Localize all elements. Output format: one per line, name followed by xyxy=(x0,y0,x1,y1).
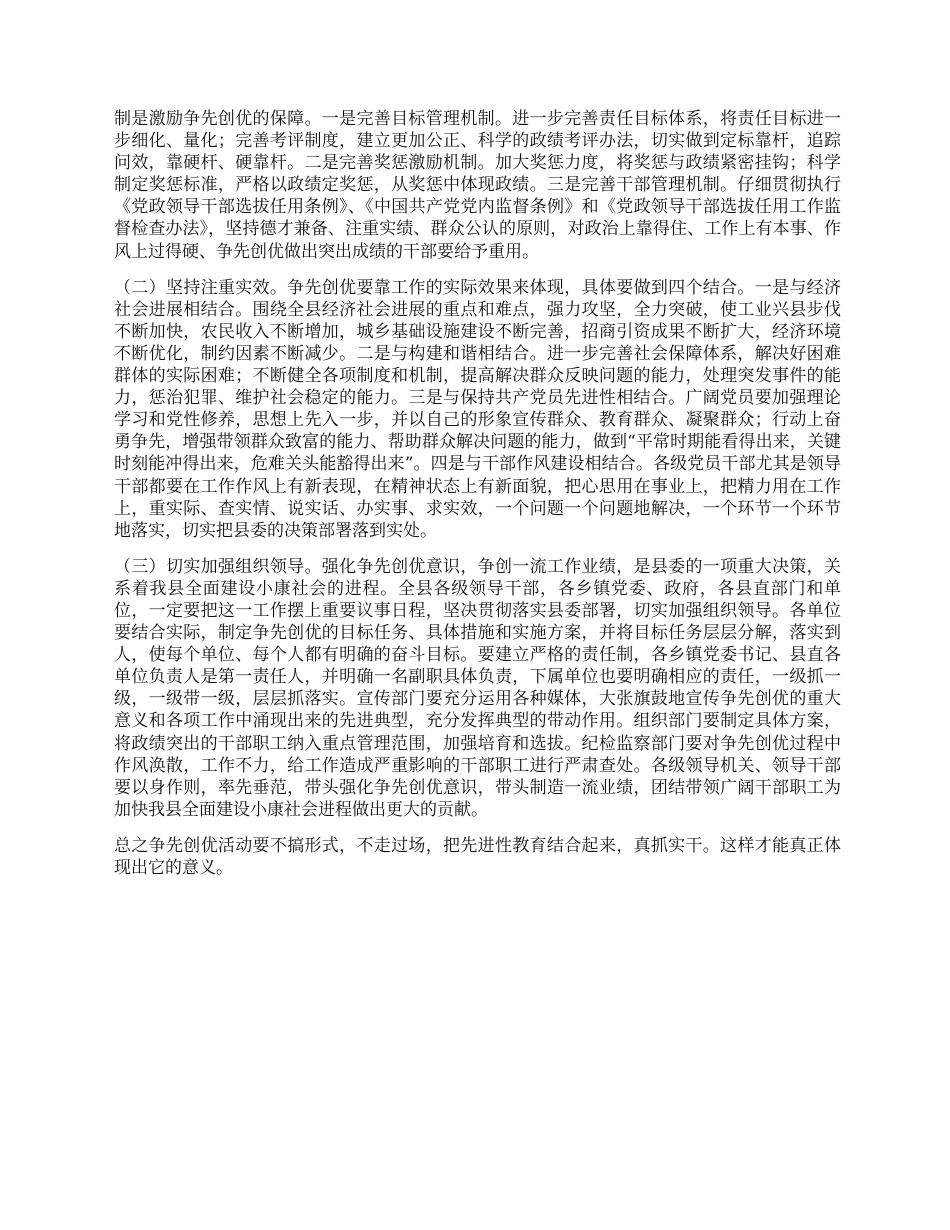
paragraph-conclusion: 总之争先创优活动要不搞形式，不走过场，把先进性教育结合起来，真抓实干。这样才能真正体现出它的意义。 xyxy=(114,835,841,878)
paragraph-organizational-leadership: （三）切实加强组织领导。强化争先创优意识，争创一流工作业绩，是县委的一项重大决策，关系着我县全面建设小康社会的进程。全县各级领导干部，各乡镇党委、政府，各县直部门和单位，一定要把这一工作摆上重要议事日程，坚决贯彻落实县委部署，切实加强组织领导。各单位要结合实际，制定争先创优的目标任务、具体措施和实施方案，并将目标任务层层分解，落实到人，使每个单位、每个人都有明确的奋斗目标。要建立严格的责任制，各乡镇党委书记、县直各单位负责人是第一责任人，并明确一名副职具体负责，下属单位也要明确相应的责任，一级抓一级，一级带一级，层层抓落实。宣传部门要充分运用各种媒体，大张旗鼓地宣传争先创优的重大意义和各项工作中涌现出来的先进典型，充分发挥典型的带动作用。组织部门要制定具体方案，将政绩突出的干部职工纳入重点管理范围，加强培育和选拔。纪检监察部门要对争先创优过程中作风涣散，工作不力，给工作造成严重影响的干部职工进行严肃查处。各级领导机关、领导干部要以身作则，率先垂范，带头强化争先创优意识，带头制造一流业绩，团结带领广阔干部职工为加快我县全面建设小康社会进程做出更大的贡献。 xyxy=(114,556,841,820)
paragraph-practical-results: （二）坚持注重实效。争先创优要靠工作的实际效果来体现，具体要做到四个结合。一是与经济社会进展相结合。围绕全县经济社会进展的重点和难点，强力攻坚，全力突破，使工业兴县步伐不断加快，农民收入不断增加，城乡基础设施建设不断完善，招商引资成果不断扩大，经济环境不断优化，制约因素不断减少。二是与构建和谐相结合。进一步完善社会保障体系，解决好困难群体的实际困难；不断健全各项制度和机制，提高解决群众反映问题的能力，处理突发事件的能力，惩治犯罪、维护社会稳定的能力。三是与保持共产党员先进性相结合。广阔党员要加强理论学习和党性修养，思想上先入一步，并以自己的形象宣传群众、教育群众、凝聚群众；行动上奋勇争先，增强带领群众致富的能力、帮助群众解决问题的能力，做到“平常时期能看得出来，关键时刻能冲得出来，危难关头能豁得出来”。四是与干部作风建设相结合。各级党员干部尤其是领导干部都要在工作作风上有新表现，在精神状态上有新面貌，把心思用在事业上，把精力用在工作上，重实际、查实情、说实话、办实事、求实效，一个问题一个问题地解决，一个环节一个环节地落实，切实把县委的决策部署落到实处。 xyxy=(114,277,841,541)
document-page xyxy=(114,108,841,893)
paragraph-incentive-mechanism: 制是激励争先创优的保障。一是完善目标管理机制。进一步完善责任目标体系，将责任目标进一步细化、量化；完善考评制度，建立更加公正、科学的政绩考评办法，切实做到定标靠杆，追踪问效，靠硬杆、硬靠杆。二是完善奖惩激励机制。加大奖惩力度，将奖惩与政绩紧密挂钩；科学制定奖惩标准，严格以政绩定奖惩，从奖惩中体现政绩。三是完善干部管理机制。仔细贯彻执行《党政领导干部选拔任用条例》、《中国共产党党内监督条例》和《党政领导干部选拔任用工作监督检查办法》，坚持德才兼备、注重实绩、群众公认的原则，对政治上靠得住、工作上有本事、作风上过得硬、争先创优做出突出成绩的干部要给予重用。 xyxy=(114,109,841,262)
